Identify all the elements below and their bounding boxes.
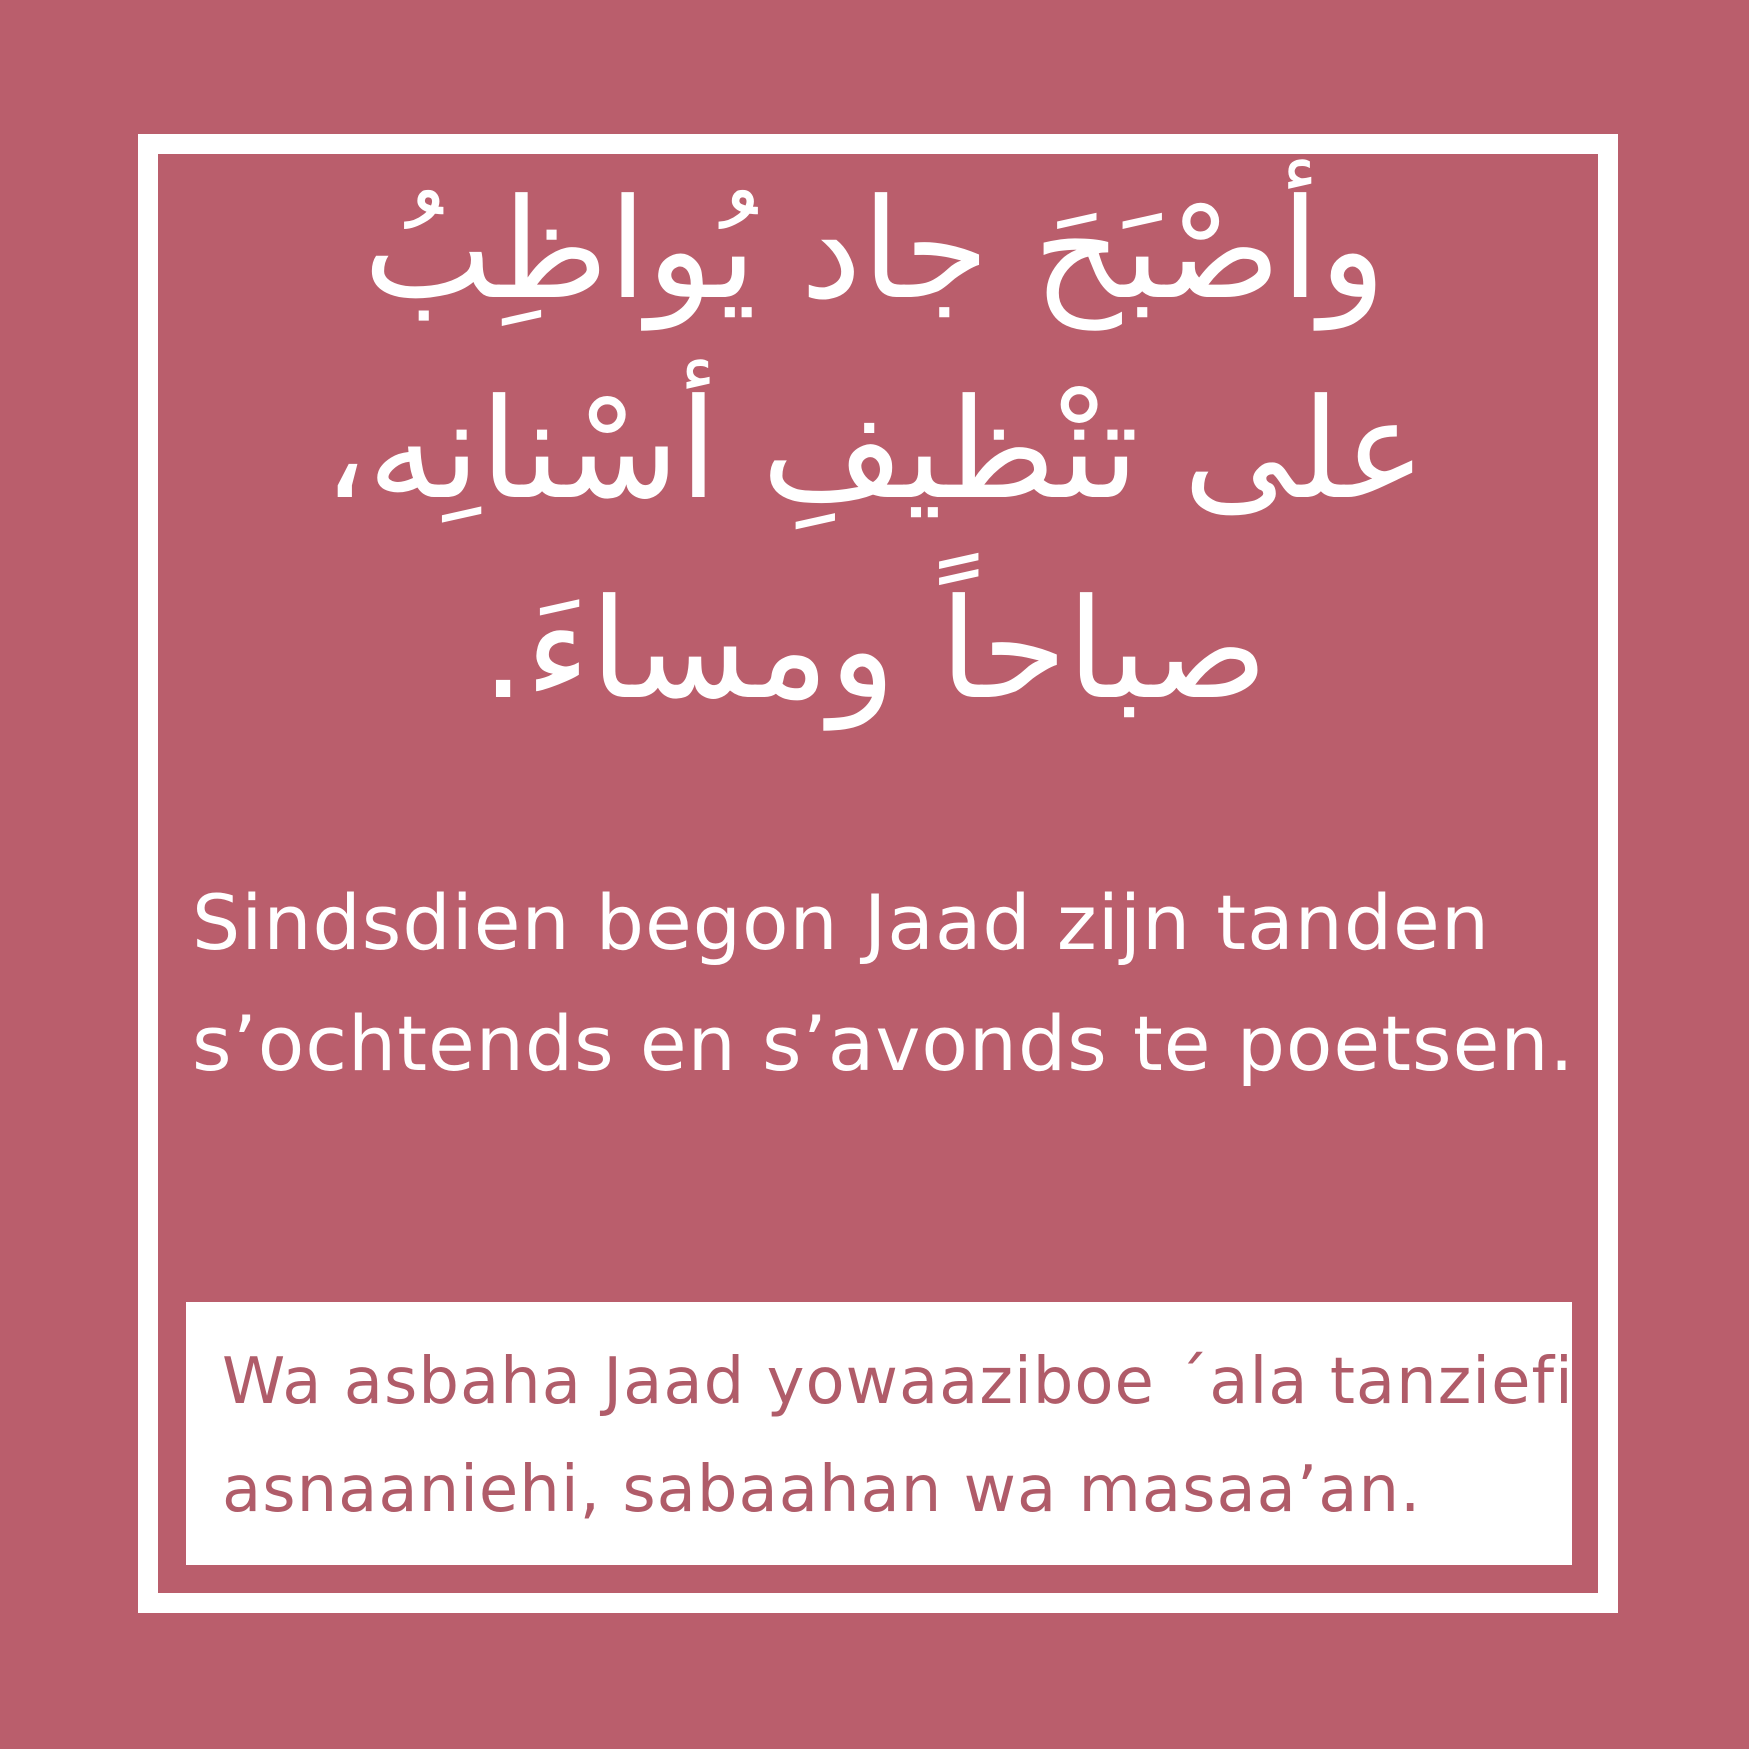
dutch-line-2: s’ochtends en s’avonds te poetsen. — [192, 999, 1575, 1088]
arabic-line-2: على تنْظيفِ أسْنانِه، — [322, 369, 1427, 530]
transliteration-text-block — [222, 1328, 1574, 1544]
transliteration-box — [186, 1302, 1572, 1565]
dutch-translation-block — [192, 862, 1579, 1104]
dutch-line-1: Sindsdien begon Jaad zijn tanden — [192, 878, 1490, 967]
arabic-line-3: صباحاً ومساءَ. — [481, 569, 1268, 730]
arabic-text-block — [170, 150, 1579, 750]
arabic-line-1: وأصْبَحَ جاد يُواظِبُ — [363, 169, 1386, 330]
transliteration-line-2: asnaaniehi, sabaahan wa masaa’an. — [222, 1453, 1422, 1527]
transliteration-line-1: Wa asbaha Jaad yowaaziboe ´ala tanziefi — [222, 1345, 1574, 1419]
